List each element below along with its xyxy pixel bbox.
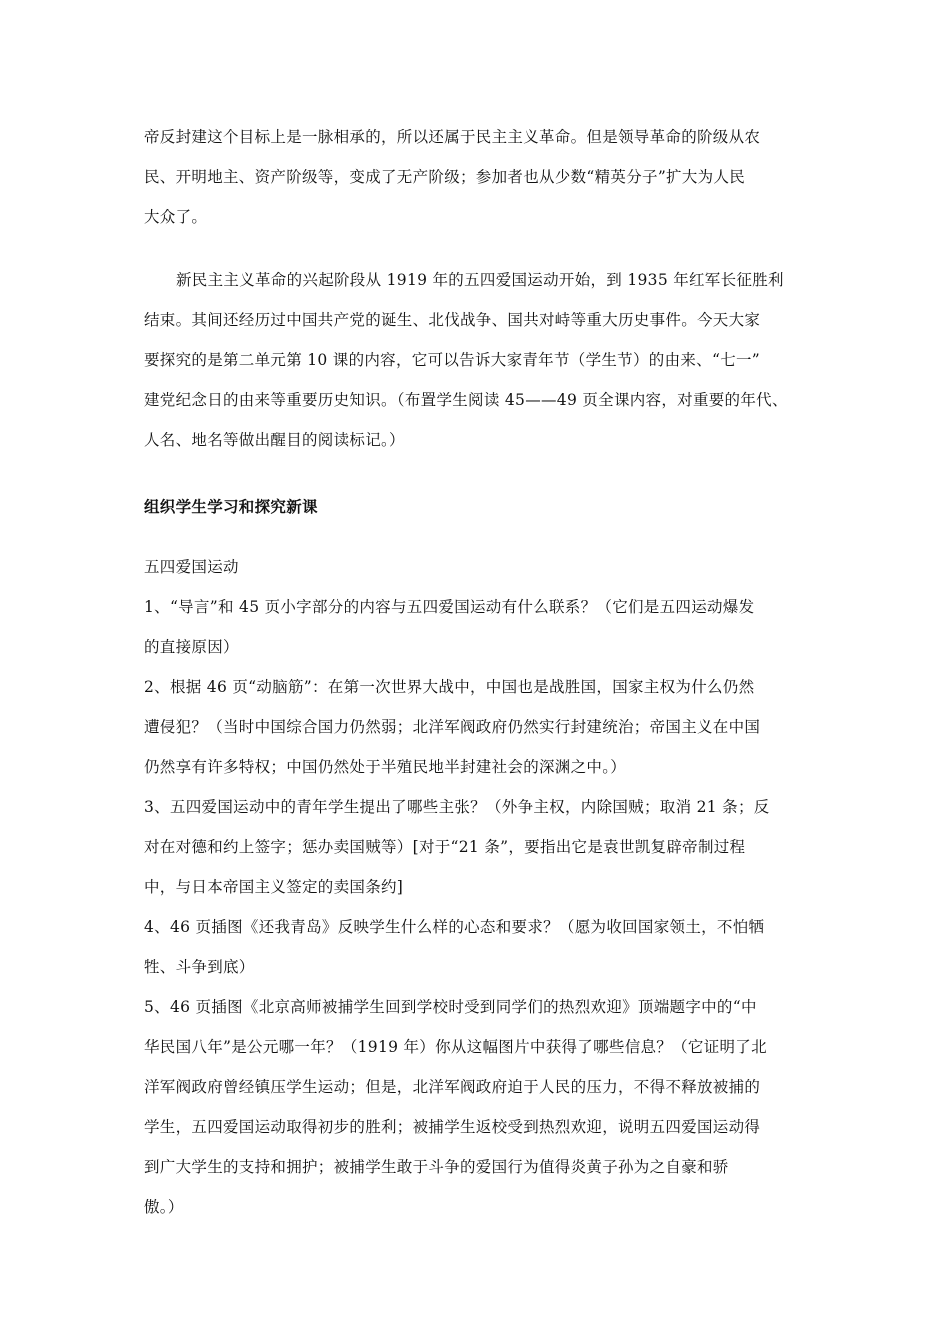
background-line: 结束。其间还经历过中国共产党的诞生、北伐战争、国共对峙等重大历史事件。今天大家 [144,311,761,329]
background-line: 要探究的是第二单元第 10 课的内容，它可以告诉大家青年节（学生节）的由来、“七一” [144,351,761,369]
background-line: 建党纪念日的由来等重要历史知识。（布置学生阅读 45——49 页全课内容，对重要的年代、 [144,391,788,409]
question-line: 遭侵犯？（当时中国综合国力仍然弱；北洋军阀政府仍然实行封建统治；帝国主义在中国 [144,718,761,736]
intro-line: 帝反封建这个目标上是一脉相承的，所以还属于民主主义革命。但是领导革命的阶级从农 [144,128,761,146]
question-line: 学生，五四爱国运动取得初步的胜利；被捕学生返校受到热烈欢迎，说明五四爱国运动得 [144,1118,761,1136]
background-line: 人名、地名等做出醒目的阅读标记。） [144,431,405,449]
question-line: 傲。） [144,1198,184,1216]
subsection-title: 五四爱国运动 [144,558,239,576]
section-heading: 组织学生学习和探究新课 [144,498,318,516]
question-line: 洋军阀政府曾经镇压学生运动；但是，北洋军阀政府迫于人民的压力，不得不释放被捕的 [144,1078,761,1096]
question-line: 2、根据 46 页“动脑筋”：在第一次世界大战中，中国也是战胜国，国家主权为什么仍然 [144,678,755,696]
question-line: 华民国八年”是公元哪一年？（1919 年）你从这幅图片中获得了哪些信息？（它证明了北 [144,1038,767,1056]
question-line: 的直接原因） [144,638,239,656]
question-line: 对在对德和约上签字；惩办卖国贼等）[对于“21 条”，要指出它是袁世凯复辟帝制过程 [144,838,746,856]
question-line: 牲、斗争到底） [144,958,255,976]
question-line: 中，与日本帝国主义签定的卖国条约] [144,878,404,896]
question-line: 到广大学生的支持和拥护；被捕学生敢于斗争的爱国行为值得炎黄子孙为之自豪和骄 [144,1158,729,1176]
question-line: 仍然享有许多特权；中国仍然处于半殖民地半封建社会的深渊之中。） [144,758,627,776]
background-line: 新民主主义革命的兴起阶段从 1919 年的五四爱国运动开始，到 1935 年红军长征胜利 [176,271,784,289]
question-line: 5、46 页插图《北京高师被捕学生回到学校时受到同学们的热烈欢迎》顶端题字中的“中 [144,998,757,1016]
intro-line: 大众了。 [144,208,208,226]
question-line: 3、五四爱国运动中的青年学生提出了哪些主张？（外争主权，内除国贼；取消 21 条；反 [144,798,770,816]
question-line: 4、46 页插图《还我青岛》反映学生什么样的心态和要求？（愿为收回国家领土，不怕牺 [144,918,765,936]
question-line: 1、“导言”和 45 页小字部分的内容与五四爱国运动有什么联系？（它们是五四运动爆发 [144,598,755,616]
intro-line: 民、开明地主、资产阶级等，变成了无产阶级；参加者也从少数“精英分子”扩大为人民 [144,168,746,186]
